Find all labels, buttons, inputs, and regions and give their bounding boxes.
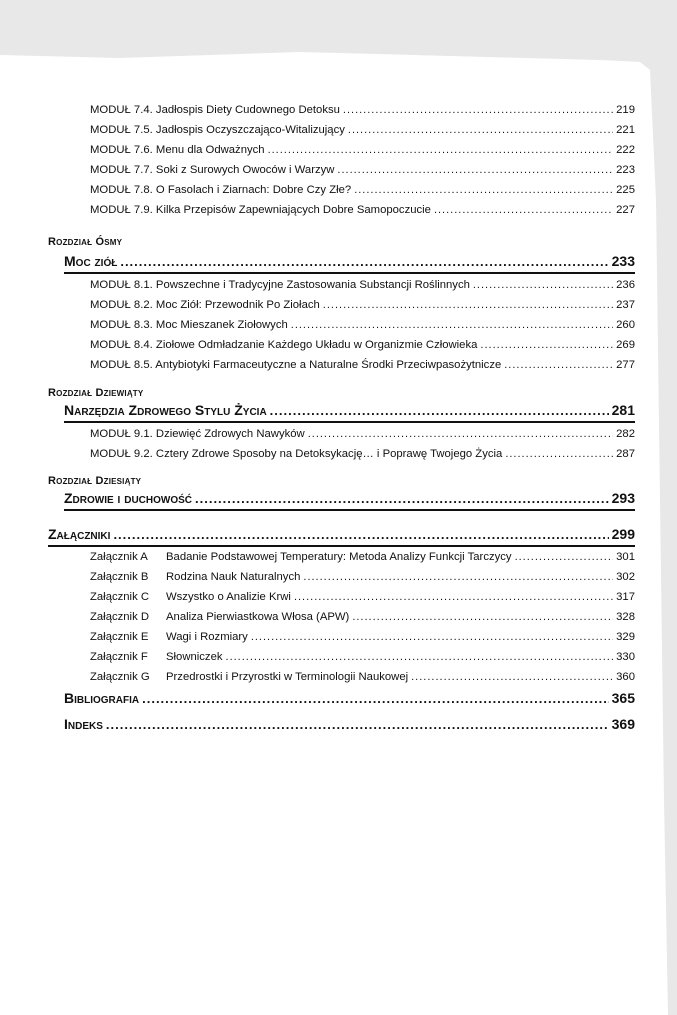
page-number: 329 <box>616 631 635 643</box>
entry-label: Wagi i Rozmiary <box>166 631 248 643</box>
entry-label: Rodzina Nauk Naturalnych <box>166 571 301 583</box>
dot-leader <box>142 690 609 706</box>
dot-leader <box>268 144 614 156</box>
dot-leader <box>294 591 613 603</box>
entry-label: MODUŁ 8.1. Powszechne i Tradycyjne Zastosowania Substancji Roślinnych <box>90 279 470 291</box>
chapter-label-10: Rozdział Dziesiąty <box>48 475 142 487</box>
dot-leader <box>411 671 613 683</box>
page-number: 237 <box>616 299 635 311</box>
appendix-entry-b[interactable] <box>90 571 635 583</box>
appendix-code: Załącznik C <box>90 591 150 603</box>
appendix-entry-d[interactable] <box>90 611 635 623</box>
page-number: 277 <box>616 359 635 371</box>
entry-label: Przedrostki i Przyrostki w Terminologii Naukowej <box>166 671 409 683</box>
toc-entry-9-1[interactable] <box>90 428 635 440</box>
appendices-heading[interactable] <box>48 526 635 542</box>
dot-leader <box>226 651 614 663</box>
section-title: Indeks <box>64 716 103 732</box>
chapter-label-9: Rozdział Dziewiąty <box>48 387 144 399</box>
entry-label: Wszystko o Analizie Krwi <box>166 591 291 603</box>
toc-entry-7-6[interactable] <box>90 144 635 156</box>
page-number: 227 <box>616 204 635 216</box>
bibliography-heading[interactable] <box>64 690 635 706</box>
entry-label: Badanie Podstawowej Temperatury: Metoda Analizy Funkcji Tarczycy <box>166 551 512 563</box>
chapter-rule-9 <box>64 421 635 423</box>
entry-label: Słowniczek <box>166 651 223 663</box>
dot-leader <box>291 319 613 331</box>
page-number: 222 <box>616 144 635 156</box>
entry-label: MODUŁ 7.5. Jadłospis Oczyszczająco-Witalizujący <box>90 124 345 136</box>
page-number: 225 <box>616 184 635 196</box>
appendices-rule <box>48 545 635 547</box>
toc-entry-7-5[interactable] <box>90 124 635 136</box>
dot-leader <box>303 571 613 583</box>
dot-leader <box>504 359 613 371</box>
page-number: 260 <box>616 319 635 331</box>
appendix-code: Załącznik F <box>90 651 148 663</box>
entry-label: MODUŁ 7.6. Menu dla Odważnych <box>90 144 265 156</box>
appendix-code: Załącznik B <box>90 571 149 583</box>
toc-entry-8-5[interactable] <box>90 359 635 371</box>
page-number: 330 <box>616 651 635 663</box>
appendix-entry-c[interactable] <box>90 591 635 603</box>
appendix-entry-g[interactable] <box>90 671 635 683</box>
dot-leader <box>348 124 613 136</box>
dot-leader <box>352 611 613 623</box>
dot-leader <box>473 279 613 291</box>
appendix-entry-f[interactable] <box>90 651 635 663</box>
page-number: 301 <box>616 551 635 563</box>
appendix-entry-a[interactable] <box>90 551 635 563</box>
toc-entry-9-2[interactable] <box>90 448 635 460</box>
entry-label: MODUŁ 8.4. Ziołowe Odmładzanie Każdego Układu w Organizmie Człowieka <box>90 339 478 351</box>
dot-leader <box>270 402 609 418</box>
appendix-code: Załącznik G <box>90 671 150 683</box>
appendix-code: Załącznik A <box>90 551 148 563</box>
page-number: 287 <box>616 448 635 460</box>
dot-leader <box>480 339 613 351</box>
page-number: 233 <box>611 253 635 269</box>
dot-leader <box>505 448 613 460</box>
chapter-rule-8 <box>64 272 635 274</box>
toc-entry-7-9[interactable] <box>90 204 635 216</box>
page-number: 365 <box>611 690 635 706</box>
dot-leader <box>354 184 613 196</box>
appendix-entry-e[interactable] <box>90 631 635 643</box>
entry-label: MODUŁ 8.5. Antybiotyki Farmaceutyczne a Naturalne Środki Przeciwpasożytnicze <box>90 359 502 371</box>
dot-leader <box>515 551 614 563</box>
chapter-title: Moc ziół <box>64 253 118 269</box>
page-number: 281 <box>611 402 635 418</box>
page-number: 317 <box>616 591 635 603</box>
dot-leader <box>120 253 608 269</box>
page-number: 219 <box>616 104 635 116</box>
dot-leader <box>106 716 609 732</box>
entry-label: MODUŁ 7.4. Jadłospis Diety Cudownego Detoksu <box>90 104 340 116</box>
chapter-title-9[interactable] <box>64 402 635 418</box>
entry-label: Analiza Pierwiastkowa Włosa (APW) <box>166 611 350 623</box>
page-number: 369 <box>611 716 635 732</box>
section-title: Załączniki <box>48 526 111 542</box>
chapter-title: Narzędzia Zdrowego Stylu Życia <box>64 402 267 418</box>
dot-leader <box>308 428 613 440</box>
section-title: Bibliografia <box>64 690 140 706</box>
page-number: 236 <box>616 279 635 291</box>
toc-entry-7-4[interactable] <box>90 104 635 116</box>
toc-entry-8-2[interactable] <box>90 299 635 311</box>
chapter-rule-10 <box>64 509 635 511</box>
entry-label: MODUŁ 7.7. Soki z Surowych Owoców i Warzyw <box>90 164 335 176</box>
toc-entry-7-7[interactable] <box>90 164 635 176</box>
page-number: 221 <box>616 124 635 136</box>
entry-label: MODUŁ 7.9. Kilka Przepisów Zapewniających Dobre Samopoczucie <box>90 204 431 216</box>
dot-leader <box>195 490 609 506</box>
toc-entry-7-8[interactable] <box>90 184 635 196</box>
page-number: 223 <box>616 164 635 176</box>
toc-entry-8-1[interactable] <box>90 279 635 291</box>
dot-leader <box>434 204 613 216</box>
page-number: 293 <box>611 490 635 506</box>
appendix-code: Załącznik E <box>90 631 149 643</box>
toc-entry-8-3[interactable] <box>90 319 635 331</box>
entry-label: MODUŁ 8.2. Moc Ziół: Przewodnik Po Ziołach <box>90 299 320 311</box>
entry-label: MODUŁ 9.1. Dziewięć Zdrowych Nawyków <box>90 428 305 440</box>
chapter-title-10[interactable] <box>64 490 635 506</box>
dot-leader <box>113 526 608 542</box>
appendix-code: Załącznik D <box>90 611 150 623</box>
page-number: 328 <box>616 611 635 623</box>
page-number: 299 <box>611 526 635 542</box>
entry-label: MODUŁ 8.3. Moc Mieszanek Ziołowych <box>90 319 288 331</box>
dot-leader <box>323 299 613 311</box>
entry-label: MODUŁ 7.8. O Fasolach i Ziarnach: Dobre Czy Złe? <box>90 184 352 196</box>
chapter-title-8[interactable] <box>64 253 635 269</box>
page-number: 360 <box>616 671 635 683</box>
dot-leader <box>337 164 613 176</box>
dot-leader <box>251 631 613 643</box>
index-heading[interactable] <box>64 716 635 732</box>
toc-entry-8-4[interactable] <box>90 339 635 351</box>
page-number: 269 <box>616 339 635 351</box>
chapter-title: Zdrowie i duchowość <box>64 490 192 506</box>
page-number: 282 <box>616 428 635 440</box>
chapter-label-8: Rozdział Ósmy <box>48 236 123 248</box>
entry-label: MODUŁ 9.2. Cztery Zdrowe Sposoby na Detoksykację… i Poprawę Twojego Życia <box>90 448 503 460</box>
page-number: 302 <box>616 571 635 583</box>
dot-leader <box>343 104 613 116</box>
